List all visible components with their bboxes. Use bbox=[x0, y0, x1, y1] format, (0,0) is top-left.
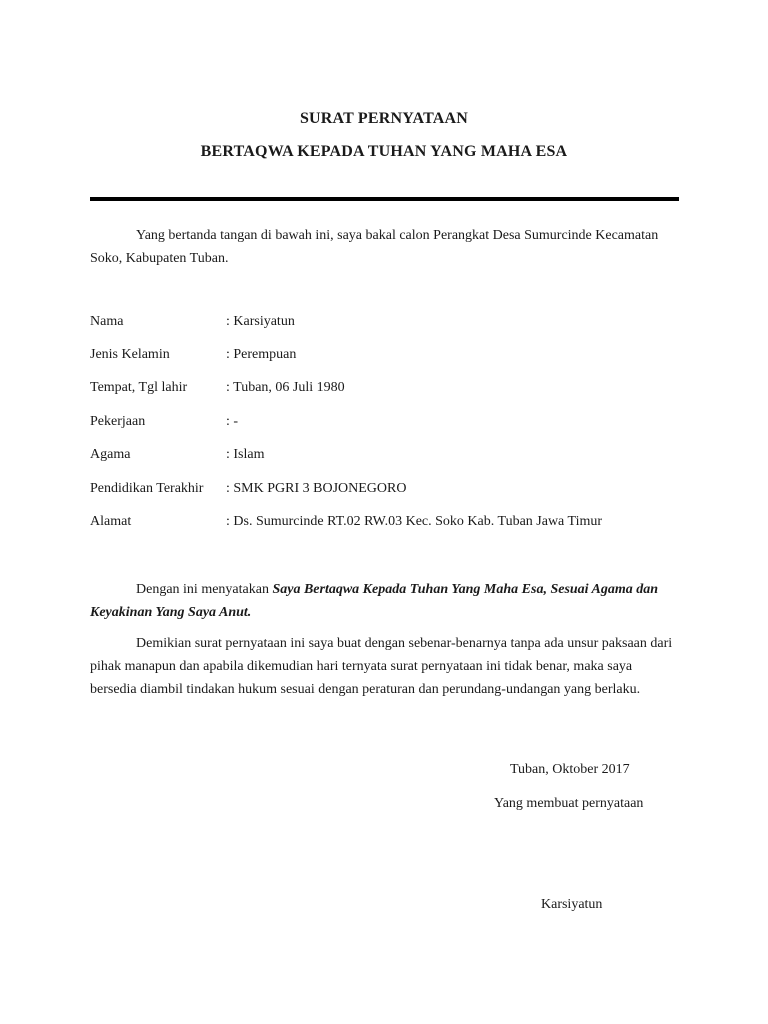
signer-role: Yang membuat pernyataan bbox=[494, 796, 644, 811]
signer-name: Karsiyatun bbox=[541, 897, 603, 912]
statement-emphasis: Saya Bertaqwa Kepada Tuhan Yang Maha Esa, Sesuai Agama dan Keyakinan Yang Saya Anut. bbox=[90, 582, 659, 620]
field-value: : Ds. Sumurcinde RT.02 RW.03 Kec. Soko Kab. Tuban Jawa Timur bbox=[226, 514, 603, 529]
document-title: SURAT PERNYATAAN bbox=[299, 110, 469, 127]
field-value: : Tuban, 06 Juli 1980 bbox=[226, 380, 345, 395]
field-value: : Islam bbox=[226, 447, 265, 462]
closing-text: Demikian surat pernyataan ini saya buat dengan sebenar-benarnya tanpa ada unsur paksaan dari pihak manapun dan apabila dikemudian hari ternyata surat pernyataan ini tidak benar, maka saya bersedia diambil tindakan hukum sesuai dengan peraturan dan perundang-undangan yang berlaku. bbox=[90, 636, 673, 697]
field-label: Tempat, Tgl lahir bbox=[90, 380, 188, 395]
place-date: Tuban, Oktober 2017 bbox=[510, 762, 630, 777]
statement-prefix: Dengan ini menyatakan bbox=[136, 582, 273, 597]
field-value: : Karsiyatun bbox=[226, 314, 295, 329]
field-label: Alamat bbox=[90, 514, 132, 529]
intro-text: Yang bertanda tangan di bawah ini, saya bakal calon Perangkat Desa Sumurcinde Kecamatan Soko, Kabupaten Tuban. bbox=[90, 228, 659, 266]
field-label: Pendidikan Terakhir bbox=[90, 481, 204, 496]
field-value: : - bbox=[226, 414, 239, 429]
field-label: Nama bbox=[90, 314, 124, 329]
field-label: Agama bbox=[90, 447, 131, 462]
closing-paragraph bbox=[90, 632, 680, 701]
field-label: Jenis Kelamin bbox=[90, 347, 170, 362]
field-value: : Perempuan bbox=[226, 347, 297, 362]
header-divider bbox=[90, 197, 679, 201]
document-subtitle: BERTAQWA KEPADA TUHAN YANG MAHA ESA bbox=[200, 143, 568, 160]
statement-paragraph bbox=[90, 578, 680, 624]
intro-paragraph bbox=[90, 224, 680, 270]
field-value: : SMK PGRI 3 BOJONEGORO bbox=[226, 481, 407, 496]
field-label: Pekerjaan bbox=[90, 414, 146, 429]
